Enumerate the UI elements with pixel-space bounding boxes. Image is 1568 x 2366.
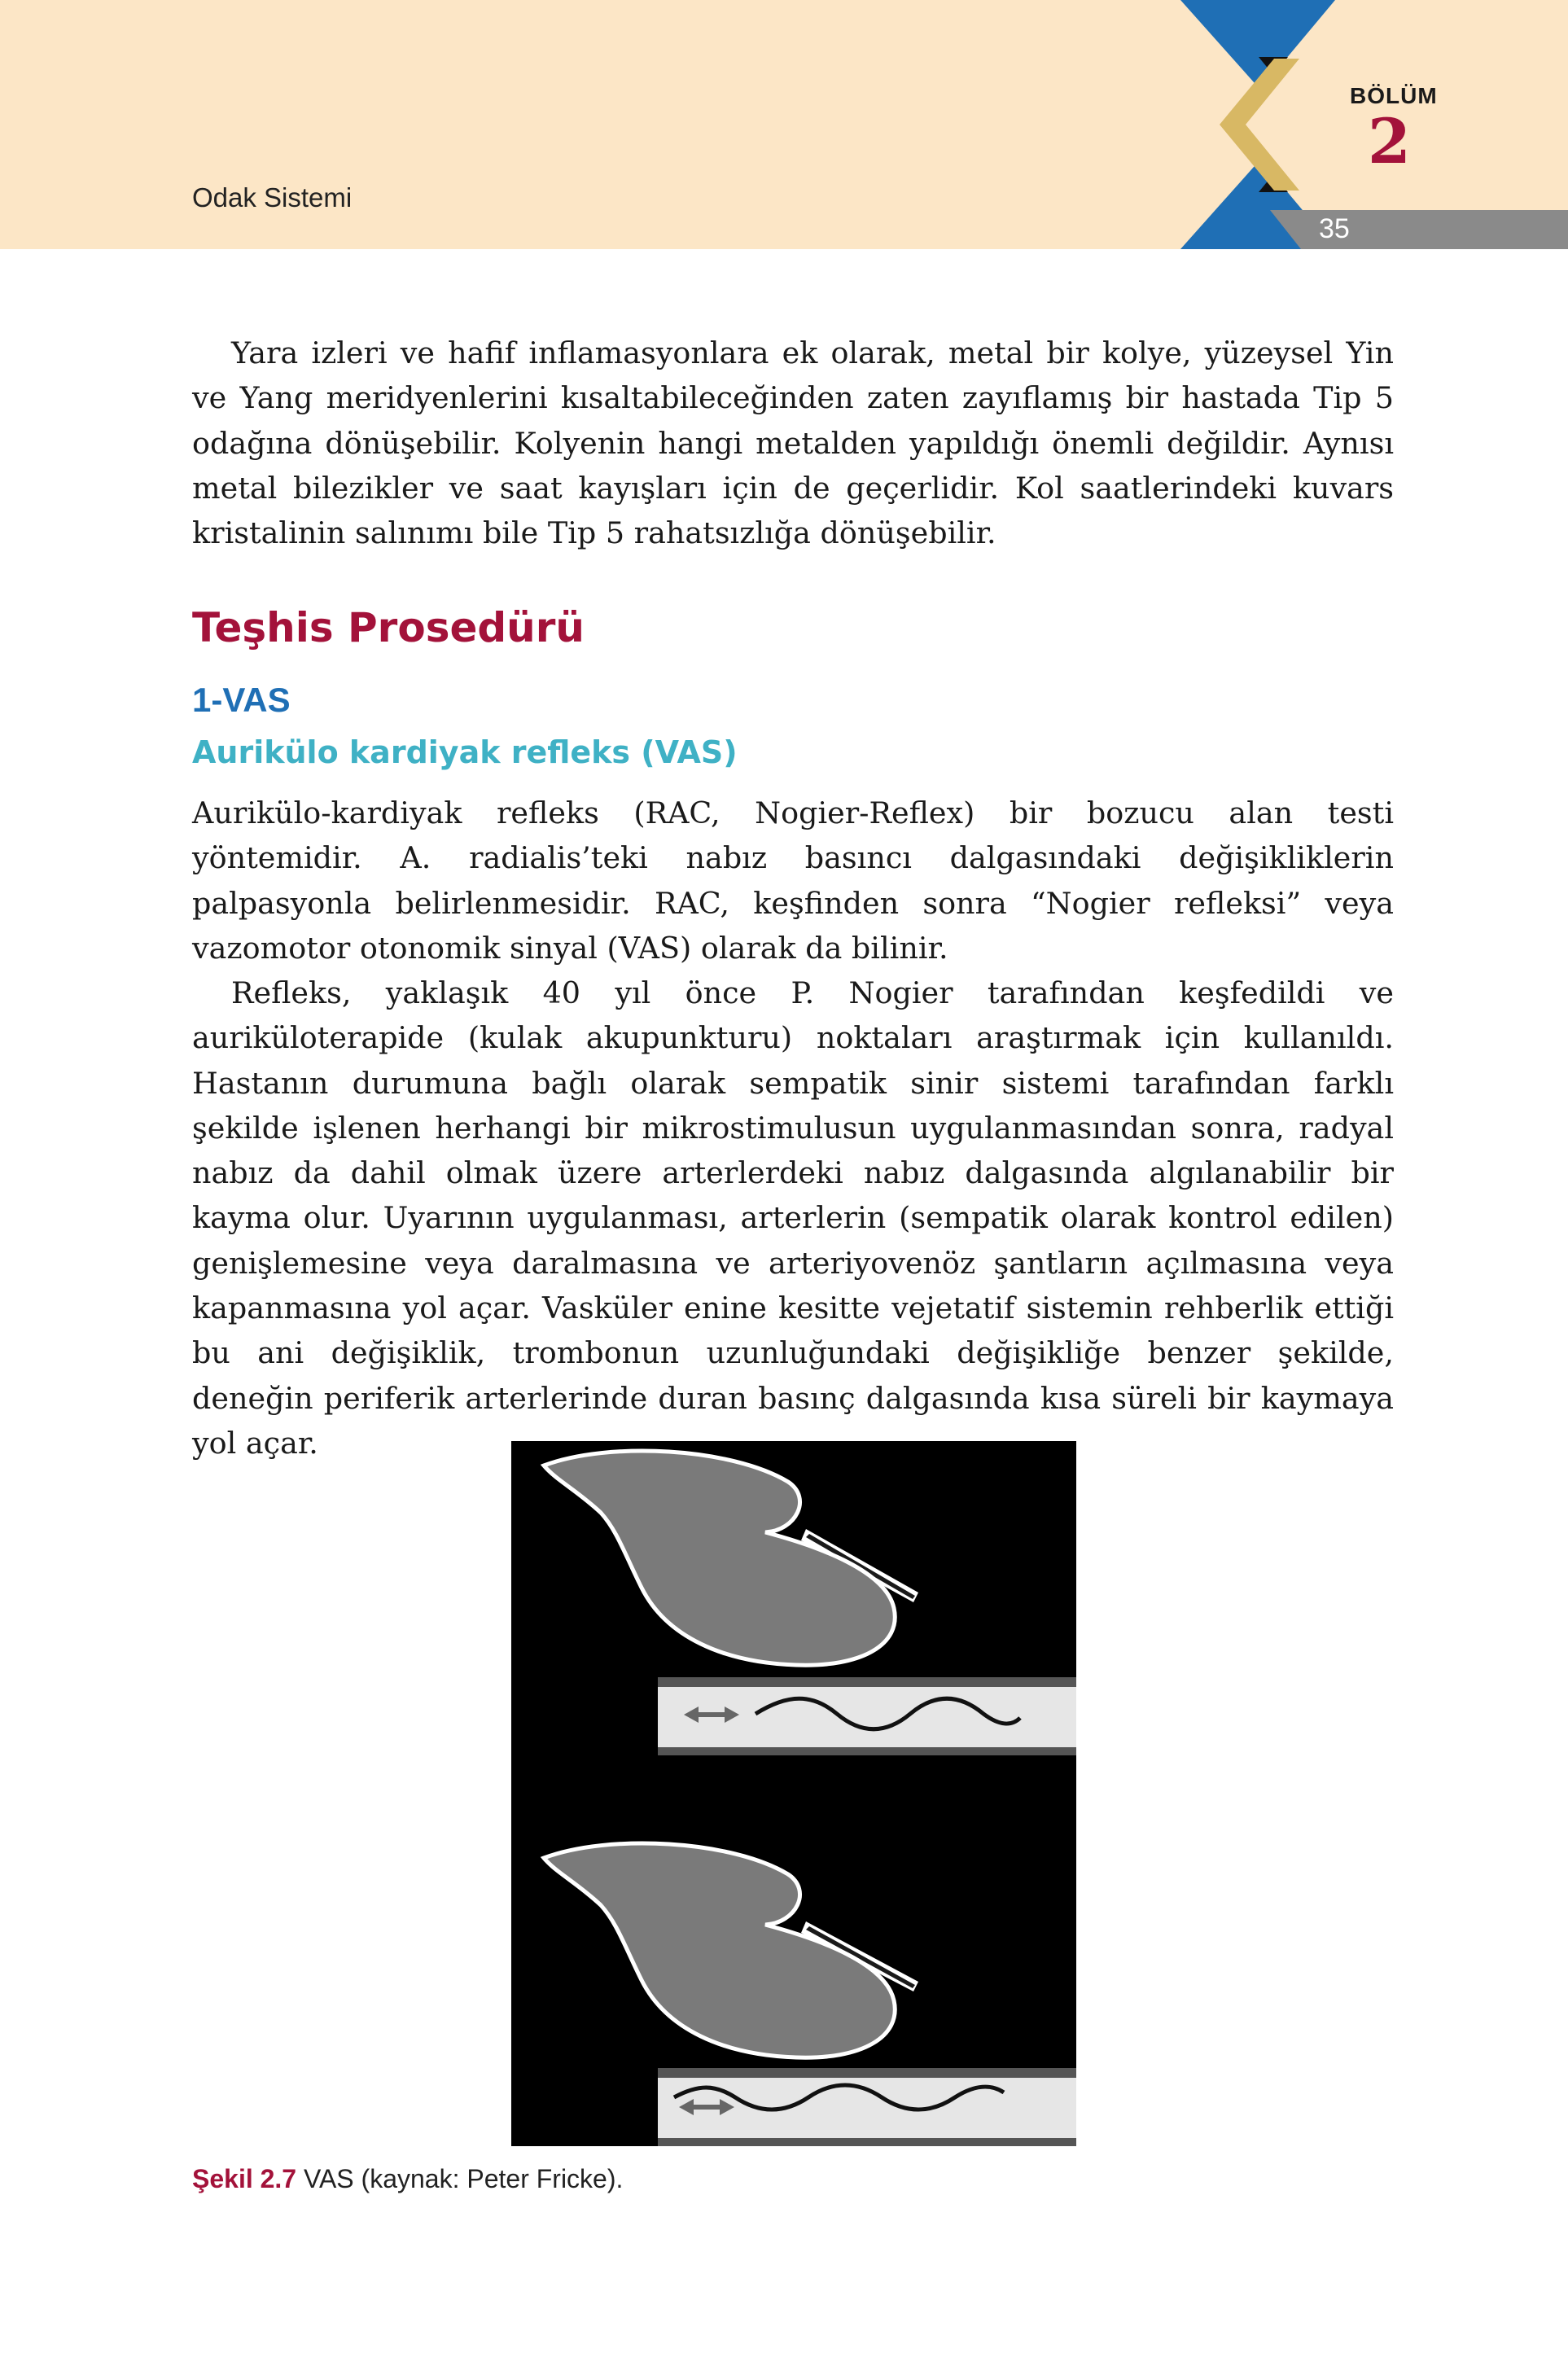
vas-illustration (511, 1441, 1076, 2146)
hand-shape-top (544, 1451, 895, 1665)
chapter-number: 2 (1368, 105, 1411, 177)
top-panel (544, 1451, 1076, 1755)
running-title: Odak Sistemi (192, 182, 353, 213)
hand-shape-bottom (544, 1843, 895, 2057)
caption-label: Şekil 2.7 (192, 2164, 297, 2193)
paragraph-1: Yara izleri ve hafif inflamasyonlara ek olarak, metal bir kolye, yüzeysel Yin ve Yang meridyenlerini kısaltabileceğinden zaten zayıflamış bir hastada Tip 5 odağına dönüşebilir. Kolyenin hangi metalden yapıldığı önemli değildir. Aynısı metal bilezikler ve saat kayışları için de geçerlidir. Kol saatlerindeki kuvars kristalinin salınımı bile Tip 5 rahatsızlığa dönüşebilir. (192, 335, 1394, 551)
sub-title: 1-VAS (192, 681, 291, 719)
page-number: 35 (1319, 213, 1350, 244)
section-title: Teşhis Prosedürü (192, 604, 585, 651)
figure-caption (192, 2164, 623, 2194)
bottom-panel (544, 1843, 1076, 2146)
chapter-label: BÖLÜM (1350, 83, 1438, 108)
paragraph-3: Refleks, yaklaşık 40 yıl önce P. Nogier tarafından keşfedildi ve auriküloterapide (kulak akupunkturu) noktaları araştırmak için kullanıldı. Hastanın durumuna bağlı olarak sempatik sinir sistemi tarafından farklı şekilde işlenen herhangi bir mikrostimulusun uygulanmasından sonra, radyal nabız da dahil olmak üzere arterlerdeki nabız dalgasında algılanabilir bir kayma olur. Uyarının uygulanması, arterlerin (sempatik olarak kontrol edilen) genişlemesine veya daralmasına ve arteriyovenöz şantların açılmasına veya kapanmasına yol açar. Vasküler enine kesitte vejetatif sistemin rehberlik ettiği bu ani değişiklik, trombonun uzunluğundaki değişikliğe benzer şekilde, deneğin periferik arterlerinde duran basınç dalgasında kısa süreli bir kaymaya yol açar. (192, 975, 1394, 1461)
subsub-title: Aurikülo kardiyak refleks (VAS) (192, 734, 738, 770)
vas-figure (511, 1441, 1076, 2146)
caption-text: VAS (kaynak: Peter Fricke). (303, 2164, 624, 2193)
paragraph-2: Aurikülo-kardiyak refleks (RAC, Nogier-Reflex) bir bozucu alan testi yöntemidir. A. radialis’teki nabız basıncı dalgasındaki değişikliklerin palpasyonla belirlenmesidir. RAC, keşfinden sonra “Nogier refleksi” veya vazomotor otonomik sinyal (VAS) olarak da bilinir. (192, 795, 1394, 966)
